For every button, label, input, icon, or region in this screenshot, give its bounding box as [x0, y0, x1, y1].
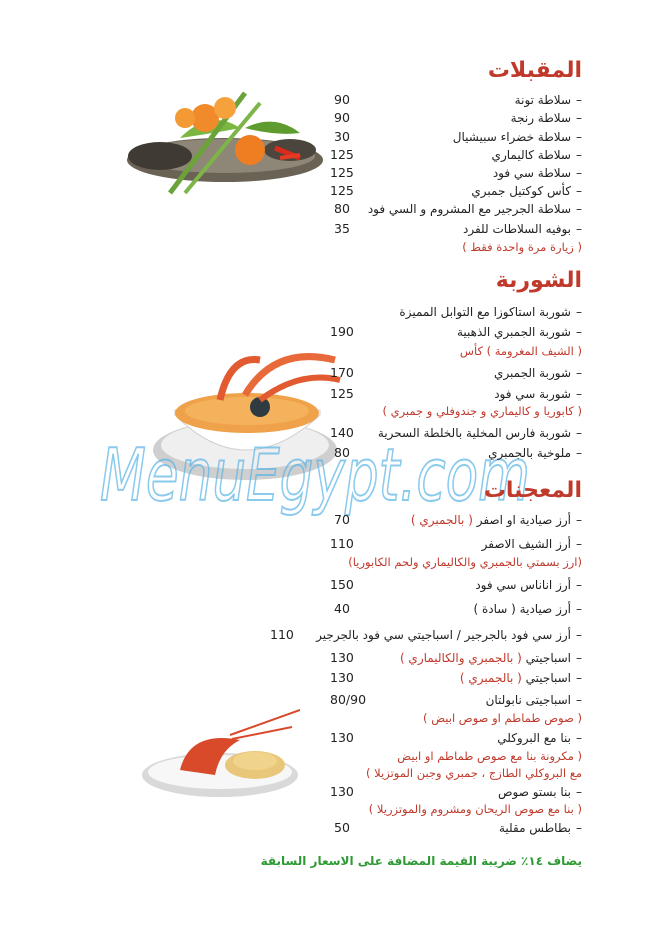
menu-item-name: –اسباجيتي ( بالجمبري والكاليماري ) [399, 651, 582, 665]
menu-item-name: –سلاطة خضراء سبيشيال [452, 130, 582, 144]
seafood-platter-image [125, 88, 325, 198]
menu-item-name: –شوربة الجمبري الذهبية [456, 325, 582, 339]
menu-item-price: 90 [334, 92, 350, 107]
menu-item-price: 125 [330, 183, 354, 198]
menu-item-name: –شوربة الجمبري [494, 366, 582, 380]
menu-item-name: –أرز الشيف الاصفر [481, 537, 582, 551]
menu-item-name: –اسباجيتي ( بالجمبري ) [459, 671, 582, 685]
menu-item-price: 130 [330, 784, 354, 799]
menu-item-price: 150 [330, 577, 354, 592]
menu-item-price: 35 [334, 221, 350, 236]
shrimp-pasta-image [140, 705, 300, 805]
broccoli-note-line-1: ( مكرونة بنا مع صوص طماطم او ابيض [397, 749, 582, 763]
menu-item-price: 130 [330, 650, 354, 665]
menu-item-name: –سلاطة رنجة [510, 111, 582, 125]
menu-item-price: 190 [330, 324, 354, 339]
menu-item-price: 130 [330, 670, 354, 685]
vat-note: يضاف ١٤٪ ضريبة القيمة المضافة على الاسعار السابقة [260, 854, 582, 868]
menu-item-price: 170 [330, 365, 354, 380]
menu-item-name: –بنا بستو صوص [497, 785, 582, 799]
menu-item-name: –اسباجيتى نابولتان [485, 693, 582, 707]
menu-item-price: 80/90 [330, 692, 367, 707]
menu-item-price: 80 [334, 201, 350, 216]
menu-item-price: 110 [270, 627, 294, 642]
section-title-soups: الشوربة [495, 268, 582, 293]
menu-item-name: –بطاطس مقلية [498, 821, 582, 835]
menu-item-price: 70 [334, 512, 350, 527]
soup-seafood-note: ( كابوريا و كاليماري و جندوفلي و جمبري ) [382, 404, 582, 418]
menu-item-note: ( بالجمبري والكاليماري ) [399, 651, 522, 665]
menu-item-price: 125 [330, 165, 354, 180]
menu-item-price: 30 [334, 129, 350, 144]
menu-item-name: –أرز صيادية ( سادة ) [473, 602, 582, 616]
menu-item-name: –شوربة فارس المخلية بالخلطة السحرية [377, 426, 582, 440]
menu-item-name: –سلاطة تونة [514, 93, 582, 107]
menu-item-name: –سلاطة الجرجير مع المشروم و السي فود [367, 202, 582, 216]
menu-item-name: –أرز صيادية او اصفر ( بالجمبري ) [410, 513, 582, 527]
menu-item-name: –ملوخية بالجمبري [488, 446, 582, 460]
seafood-soup-image [150, 345, 350, 485]
menu-item-name: –سلاطة كاليماري [491, 148, 582, 162]
menu-item-name: –سلاطة سي فود [492, 166, 582, 180]
chef-rice-note: (ارز بسمتي بالجمبري والكاليماري ولحم الكابوريا) [348, 555, 582, 569]
menu-item-name: –أرز اناناس سي فود [475, 578, 582, 592]
watermark-text: MenuEgypt.com [100, 433, 530, 517]
menu-item-price: 125 [330, 147, 354, 162]
menu-item-name: –بنا مع البروكلي [497, 731, 582, 745]
section-title-pasta-rice: المعجنات [483, 478, 582, 503]
menu-item-price: 40 [334, 601, 350, 616]
menu-item-price: 110 [330, 536, 354, 551]
menu-item-name: –شوربة استاكوزا مع التوابل المميزة [399, 305, 582, 319]
menu-item-name: –شوربة سي فود [494, 387, 582, 401]
menu-item-price: 140 [330, 425, 354, 440]
menu-item-note: ( بالجمبري ) [459, 671, 522, 685]
menu-item-price: 130 [330, 730, 354, 745]
appetizers-buffet-note: ( زيارة مرة واحدة فقط ) [462, 240, 582, 254]
menu-item-price: 125 [330, 386, 354, 401]
menu-item-note: ( بالجمبري ) [410, 513, 473, 527]
napolitan-sauce-note: ( صوص طماطم او صوص ابيض ) [423, 711, 582, 725]
section-title-appetizers: المقبلات [487, 58, 582, 83]
menu-item-price: 50 [334, 820, 350, 835]
menu-item-name: –بوفيه السلاطات للفرد [463, 222, 582, 236]
menu-item-price: 90 [334, 110, 350, 125]
menu-item-name: –كأس كوكتيل جمبري [471, 184, 582, 198]
menu-item-price: 80 [334, 445, 350, 460]
soup-chef-note: ( الشيف المغرومة ) كأس [459, 344, 582, 358]
broccoli-note-line-2: مع البروكلي الطازج ، جمبري وجبن الموتزيلا ) [366, 766, 582, 780]
menu-item-name: –أرز سي فود بالجرجير / اسباجيتي سي فود بالجرجير [316, 628, 582, 642]
pesto-note: ( بنا مع صوص الريحان ومشروم والموتزريلا ) [368, 802, 582, 816]
